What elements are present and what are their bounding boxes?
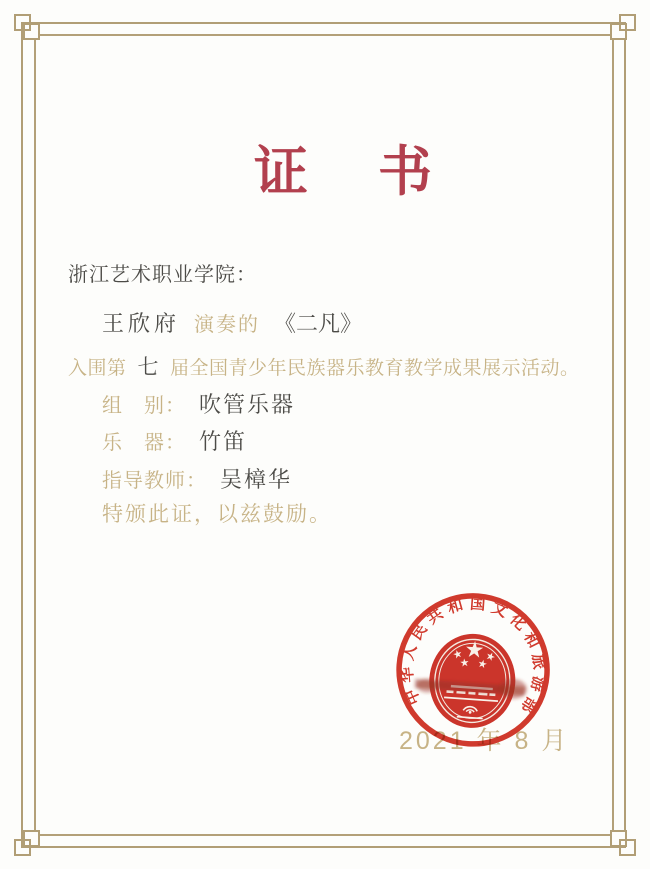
corner-knot-ornament bbox=[596, 816, 638, 858]
salutation-line bbox=[68, 264, 257, 287]
event-line bbox=[68, 356, 580, 380]
svg-text:部: 部 bbox=[517, 693, 540, 716]
svg-text:华: 华 bbox=[398, 666, 417, 684]
corner-knot-ornament bbox=[596, 12, 638, 54]
certificate-title bbox=[0, 144, 650, 201]
svg-text:国: 国 bbox=[469, 595, 486, 614]
field-label-advisor: 指导教师： bbox=[102, 470, 207, 492]
field-label-group: 组 别： bbox=[102, 395, 186, 417]
closing-text: 特颁此证，以兹鼓励。 bbox=[102, 503, 332, 526]
corner-knot-ornament bbox=[12, 12, 54, 54]
svg-text:民: 民 bbox=[408, 621, 431, 644]
svg-text:和: 和 bbox=[445, 596, 466, 618]
issue-date: 2021 年 8 月 bbox=[399, 727, 570, 755]
performer-name: 王欣府 bbox=[102, 311, 181, 336]
field-value-advisor: 吴樟华 bbox=[220, 467, 293, 492]
field-value-instrument: 竹笛 bbox=[199, 429, 248, 454]
title-char-right: 书 bbox=[378, 142, 432, 202]
recipient-school: 浙江艺术职业学院： bbox=[68, 264, 257, 286]
field-group bbox=[102, 392, 295, 418]
svg-text:共: 共 bbox=[423, 605, 447, 628]
event-session-number: 七 bbox=[137, 356, 160, 379]
svg-text:中: 中 bbox=[402, 686, 425, 708]
field-advisor bbox=[102, 467, 292, 493]
event-text-pre: 入围第 bbox=[68, 358, 127, 379]
work-title: 《二凡》 bbox=[274, 311, 363, 336]
svg-text:旅: 旅 bbox=[528, 652, 548, 671]
field-instrument bbox=[102, 429, 247, 455]
field-label-instrument: 乐 器： bbox=[102, 432, 186, 454]
corner-knot-ornament bbox=[12, 816, 54, 858]
svg-text:游: 游 bbox=[527, 674, 548, 694]
title-char-left: 证 bbox=[254, 142, 308, 202]
official-seal bbox=[385, 584, 564, 757]
event-text-post: 届全国青少年民族器乐教育教学成果展示活动。 bbox=[170, 358, 580, 379]
svg-text:人: 人 bbox=[399, 642, 421, 663]
svg-text:化: 化 bbox=[506, 610, 530, 634]
preprinted-performed-by: 演奏的 bbox=[194, 314, 261, 336]
svg-text:文: 文 bbox=[488, 599, 510, 621]
performer-line bbox=[102, 311, 362, 337]
closing-line bbox=[102, 503, 332, 527]
svg-text:和: 和 bbox=[520, 629, 543, 651]
field-value-group: 吹管乐器 bbox=[199, 392, 296, 417]
